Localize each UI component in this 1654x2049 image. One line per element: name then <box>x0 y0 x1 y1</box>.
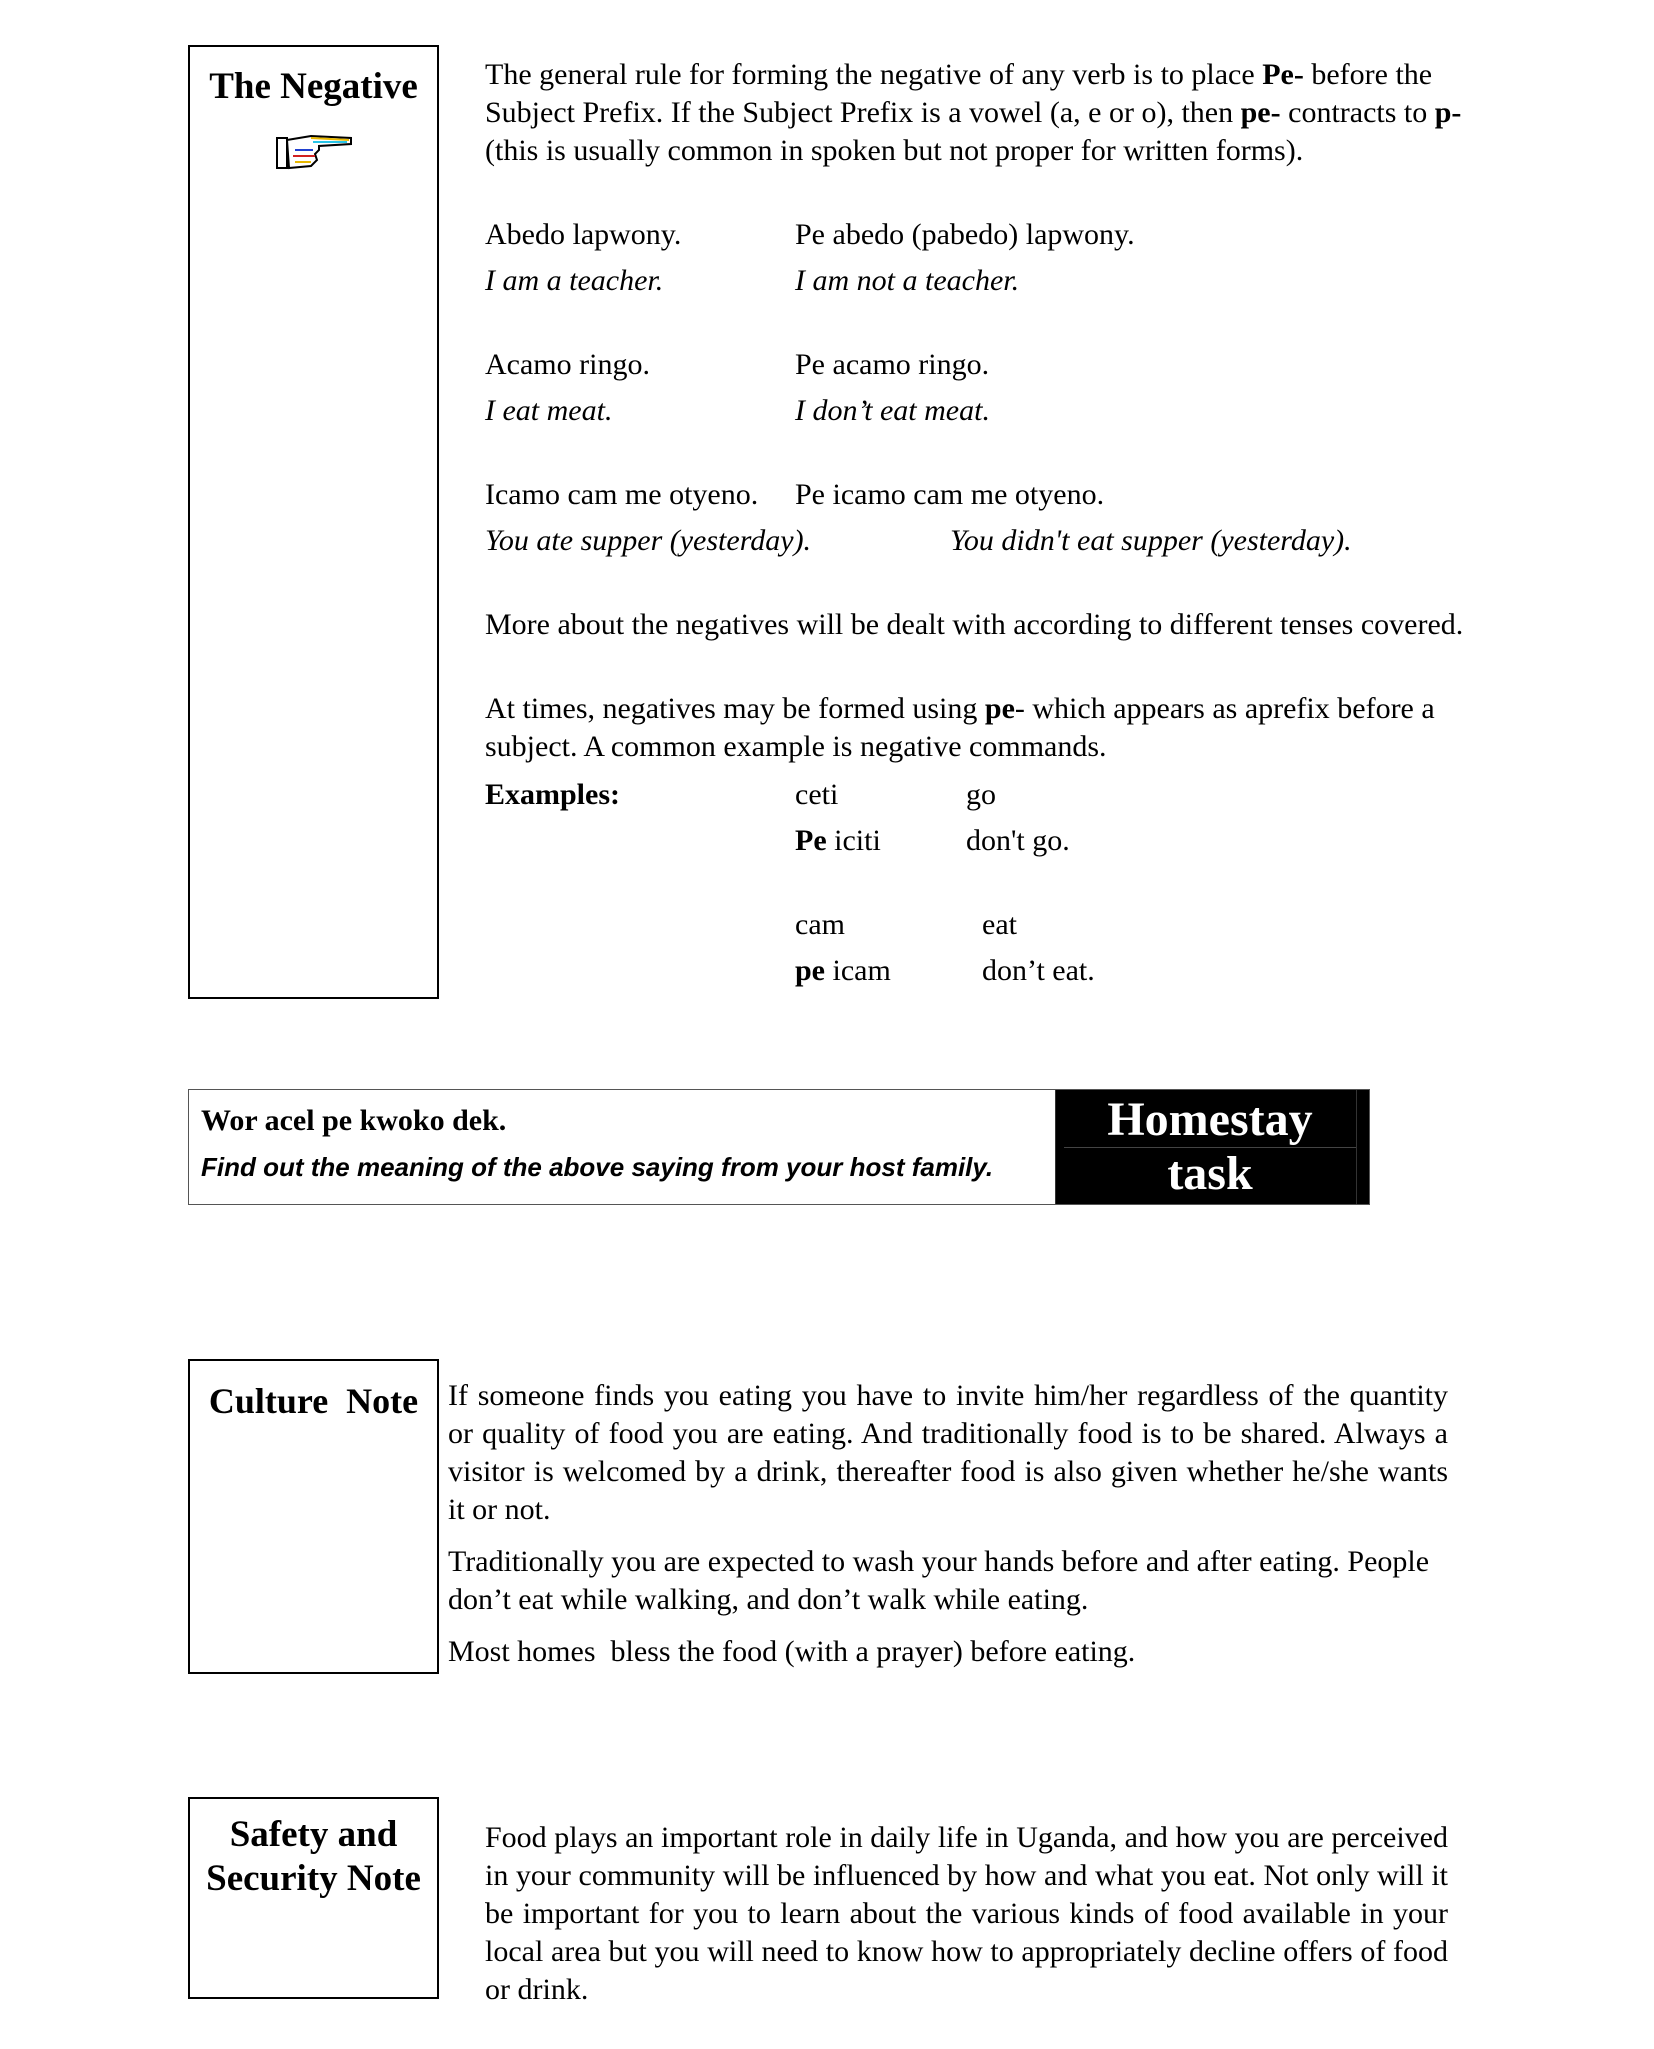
command-meaning: go <box>966 778 996 811</box>
example-negative-translation: You didn't eat supper (yesterday). <box>950 524 1352 557</box>
homestay-instruction: Find out the meaning of the above saying from your host family. <box>201 1152 994 1182</box>
homestay-label-task: task <box>1167 1147 1253 1200</box>
example-positive-translation: You ate supper (yesterday). <box>485 524 812 557</box>
negative-title: The Negative <box>209 66 418 107</box>
negative-at-times-text: At times, negatives may be formed using pe- which appears as aprefix before a subject. A common example is negative commands. <box>485 692 1435 763</box>
negative-command: pe icam <box>795 954 891 987</box>
command-word: cam <box>795 908 845 941</box>
negative-command: Pe iciti <box>795 824 881 857</box>
homestay-saying: Wor acel pe kwoko dek. <box>201 1104 507 1137</box>
example-positive: Icamo cam me otyeno. <box>485 478 759 511</box>
safety-sidebar-box <box>188 1797 439 1999</box>
negative-command-meaning: don’t eat. <box>982 954 1095 987</box>
culture-paragraph: Traditionally you are expected to wash your hands before and after eating. People don’t eat while walking, and don’t walk while eating. <box>448 1545 1430 1616</box>
example-negative-translation: I am not a teacher. <box>795 264 1020 297</box>
example-negative: Pe abedo (pabedo) lapwony. <box>795 218 1135 251</box>
example-negative-translation: I don’t eat meat. <box>795 394 990 427</box>
culture-paragraph: If someone finds you eating you have to invite him/her regardless of the quantity or quality of food you are eating. And traditionally food is to be shared. Always a visitor is welcomed by a drink, thereafter food is also given whether he/she wants it or not. <box>448 1379 1448 1526</box>
example-negative: Pe acamo ringo. <box>795 348 990 381</box>
negative-command-meaning: don't go. <box>966 824 1070 857</box>
homestay-label-cell <box>1055 1090 1369 1204</box>
culture-sidebar-box <box>188 1359 439 1674</box>
safety-title: Safety and Security Note <box>206 1814 421 1899</box>
safety-text: Food plays an important role in daily life in Uganda, and how you are perceived in your community will be influenced by how and what you eat. Not only will it be important for you to learn about the various kinds of food available in your local area but you will need to know how to appropriately decline offers of food or drink. <box>485 1821 1448 2006</box>
negative-intro: The general rule for forming the negative of any verb is to place Pe- before the Subject Prefix. If the Subject Prefix is a vowel (a, e or o), then pe- contracts to p- (this is usually common in spoken but not proper for written forms). <box>485 58 1462 167</box>
example-positive-translation: I eat meat. <box>485 394 613 427</box>
command-meaning: eat <box>982 908 1017 941</box>
culture-text <box>448 1377 1448 1671</box>
homestay-task-box <box>188 1089 1370 1205</box>
examples-label: Examples: <box>485 778 620 811</box>
homestay-content <box>189 1090 1055 1204</box>
culture-title: Culture Note <box>208 1381 419 1421</box>
command-word: ceti <box>795 778 839 811</box>
example-positive: Abedo lapwony. <box>485 218 682 251</box>
culture-paragraph: Most homes bless the food (with a prayer) before eating. <box>448 1635 1136 1668</box>
example-negative: Pe icamo cam me otyeno. <box>795 478 1105 511</box>
example-positive: Acamo ringo. <box>485 348 650 381</box>
negative-sidebar-box <box>188 45 439 999</box>
negative-more-text: More about the negatives will be dealt with according to different tenses covered. <box>485 608 1464 641</box>
example-positive-translation: I am a teacher. <box>485 264 664 297</box>
pointing-hand-icon <box>275 132 355 172</box>
homestay-label: Homestay <box>1064 1090 1356 1148</box>
